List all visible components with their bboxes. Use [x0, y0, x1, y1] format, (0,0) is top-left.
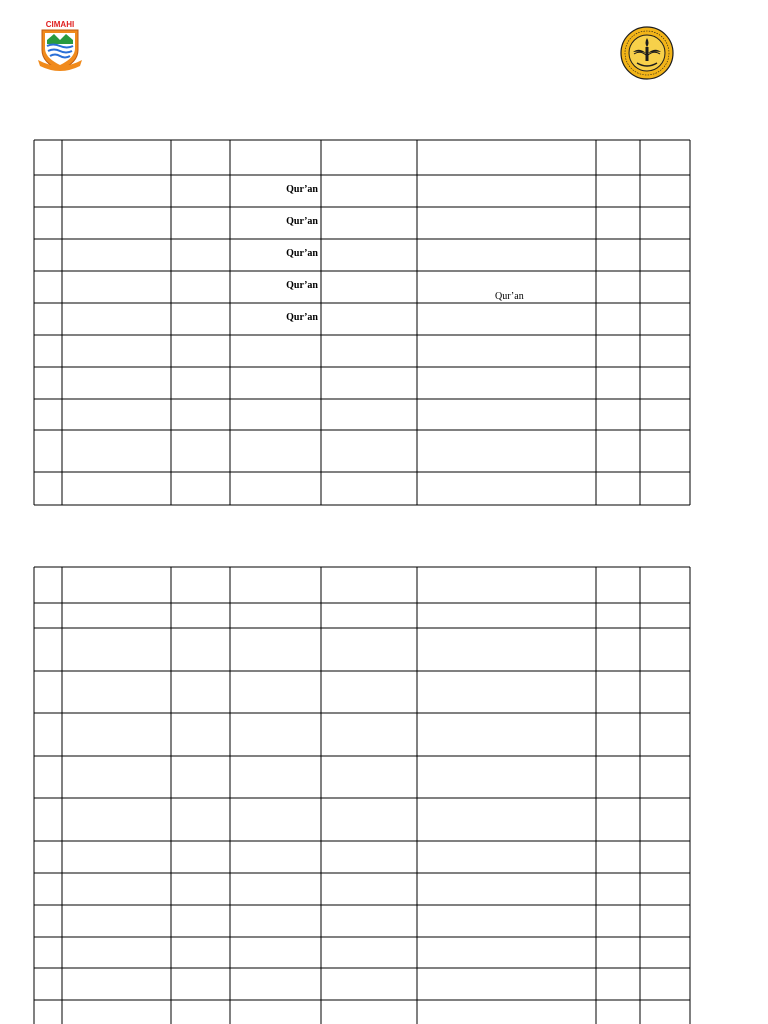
logo-caption: CIMAHI: [45, 20, 75, 29]
table-1-cell: Qur’an: [286, 184, 318, 195]
table-1-merged-note: Qur’an: [495, 291, 524, 302]
table-1-cell: Qur’an: [286, 248, 318, 259]
table-1-cell: Qur’an: [286, 216, 318, 227]
table-1-cell: Qur’an: [286, 312, 318, 323]
table-1-cell: Qur’an: [286, 280, 318, 291]
